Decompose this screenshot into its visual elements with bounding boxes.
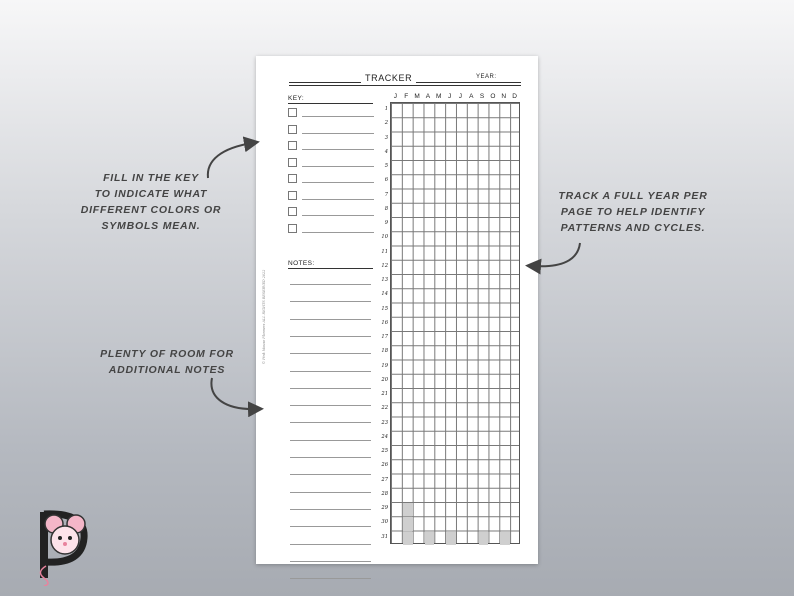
day-number: 14 [381, 291, 388, 298]
month-header: J [393, 93, 398, 100]
callout-key-text: FILL IN THE KEY TO INDICATE WHAT DIFFERENT COLORS OR SYMBOLS MEAN. [80, 172, 222, 232]
month-header: M [414, 93, 420, 100]
day-number: 5 [384, 163, 388, 170]
day-number: 10 [381, 234, 388, 241]
month-header: A [469, 93, 474, 100]
logo-icon [32, 510, 94, 586]
day-number: 22 [381, 405, 388, 412]
day-number: 18 [381, 348, 388, 355]
day-number: 2 [384, 120, 388, 127]
day-number: 6 [384, 177, 388, 184]
day-number: 19 [381, 362, 388, 369]
arrow-to-notes [211, 378, 256, 409]
day-number: 30 [381, 519, 388, 526]
day-number: 20 [381, 376, 388, 383]
day-number: 31 [381, 533, 388, 540]
month-header: F [404, 93, 409, 100]
page-title: TRACKER [361, 73, 416, 83]
day-number: 24 [381, 433, 388, 440]
callout-year-text: TRACK A FULL YEAR PER PAGE TO HELP IDENTIFY PATTERNS AND CYCLES. [558, 190, 708, 234]
month-header: S [479, 93, 485, 100]
month-header: J [458, 93, 463, 100]
day-number: 29 [381, 505, 388, 512]
arrow-to-key [208, 143, 252, 178]
day-number: 3 [384, 134, 388, 141]
day-number: 25 [381, 448, 388, 455]
month-header: N [501, 93, 507, 100]
key-label: KEY: [288, 95, 305, 102]
day-number: 13 [381, 277, 388, 284]
day-number: 17 [381, 334, 388, 341]
month-header: J [447, 93, 452, 100]
month-header: O [490, 93, 496, 100]
day-number: 12 [381, 262, 388, 269]
day-number: 8 [384, 205, 388, 212]
day-number: 7 [384, 191, 388, 198]
day-number: 4 [384, 148, 388, 155]
month-header: M [436, 93, 442, 100]
month-header: D [512, 93, 517, 100]
day-number: 11 [381, 248, 388, 255]
day-number: 15 [381, 305, 388, 312]
day-number: 26 [381, 462, 388, 469]
day-number: 23 [381, 419, 388, 426]
day-number: 28 [381, 490, 388, 497]
callout-notes-text: PLENTY OF ROOM FOR ADDITIONAL NOTES [100, 348, 234, 376]
notes-label: NOTES: [288, 260, 315, 267]
day-number: 27 [381, 476, 388, 483]
year-label: YEAR: [473, 74, 500, 80]
month-header: A [425, 93, 431, 100]
day-number: 21 [381, 391, 388, 398]
arrow-to-grid [533, 243, 580, 266]
day-number: 1 [384, 106, 388, 112]
day-number: 9 [384, 220, 388, 227]
copyright-text: © Pink Mouse Planners ALL RIGHTS RESERVED 2022 [262, 269, 266, 365]
day-number: 16 [381, 319, 388, 326]
